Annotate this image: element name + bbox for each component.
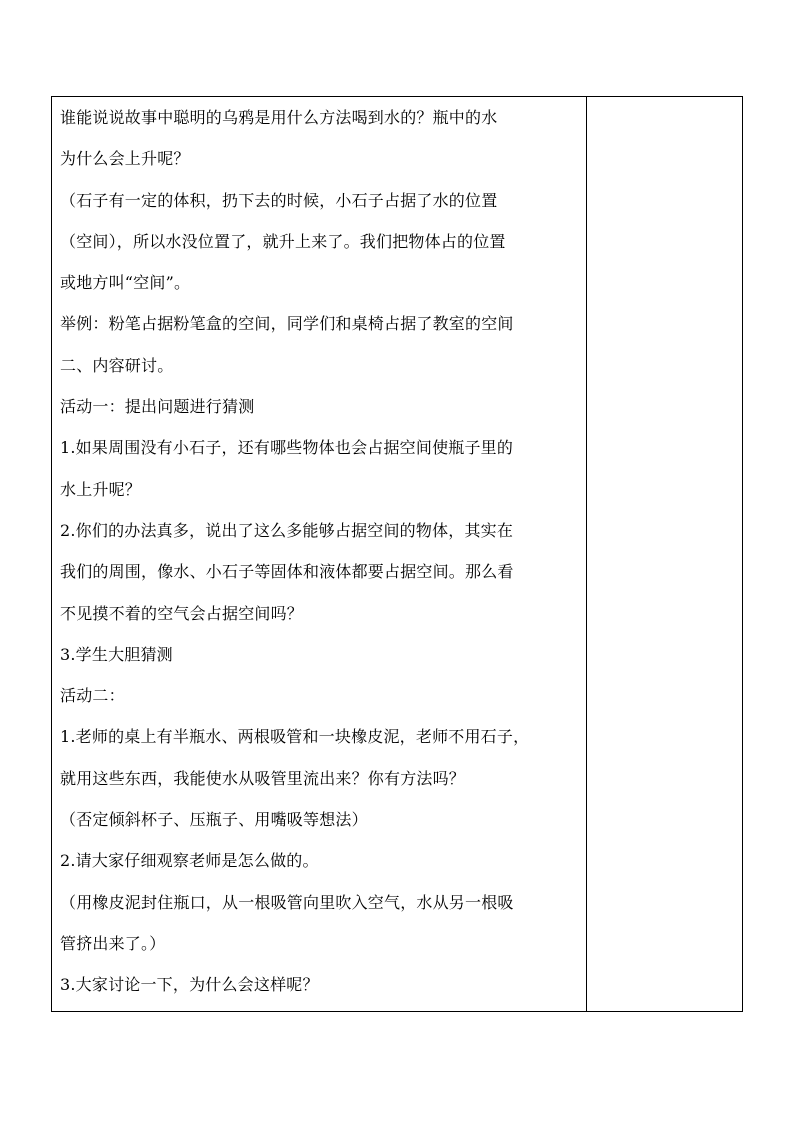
text-line: 或地方叫“空间”。 xyxy=(60,273,191,293)
section-heading: 二、内容研讨。 xyxy=(60,355,174,375)
lesson-table xyxy=(51,96,743,1012)
text-line: 举例：粉笔占据粉笔盒的空间，同学们和桌椅占据了教室的空间 xyxy=(60,314,514,334)
text-line: 为什么会上升呢？ xyxy=(60,149,190,169)
text-line: 我们的周围，像水、小石子等固体和液体都要占据空间。那么看 xyxy=(60,562,514,582)
text-line: （用橡皮泥封住瓶口，从一根吸管向里吹入空气，水从另一根吸 xyxy=(60,892,514,912)
lesson-text xyxy=(60,97,582,1006)
lesson-content-cell xyxy=(52,97,587,1011)
text-line: 1.如果周围没有小石子，还有哪些物体也会占据空间使瓶子里的 xyxy=(60,438,514,458)
text-line: 不见摸不着的空气会占据空间吗？ xyxy=(60,603,304,623)
text-line: 2.你们的办法真多，说出了这么多能够占据空间的物体，其实在 xyxy=(60,520,514,540)
text-line: 1.老师的桌上有半瓶水、两根吸管和一块橡皮泥，老师不用石子， xyxy=(60,727,530,747)
text-line: 2.请大家仔细观察老师是怎么做的。 xyxy=(60,851,319,871)
activity-heading: 活动二： xyxy=(60,686,125,706)
text-line: 谁能说说故事中聪明的乌鸦是用什么方法喝到水的？瓶中的水 xyxy=(60,108,498,127)
text-line: （石子有一定的体积，扔下去的时候，小石子占据了水的位置 xyxy=(60,190,498,210)
text-line: （空间），所以水没位置了，就升上来了。我们把物体占的位置 xyxy=(60,231,506,251)
text-line: 3.学生大胆猜测 xyxy=(60,644,173,664)
text-line: 水上升呢？ xyxy=(60,479,142,499)
notes-cell xyxy=(587,97,742,1011)
text-line: 管挤出来了。） xyxy=(60,933,166,953)
text-line: （否定倾斜杯子、压瓶子、用嘴吸等想法） xyxy=(60,810,368,830)
activity-heading: 活动一：提出问题进行猜测 xyxy=(60,397,255,417)
text-line: 3.大家讨论一下，为什么会这样呢？ xyxy=(60,975,319,995)
text-line: 就用这些东西，我能使水从吸管里流出来？你有方法吗？ xyxy=(60,768,466,788)
